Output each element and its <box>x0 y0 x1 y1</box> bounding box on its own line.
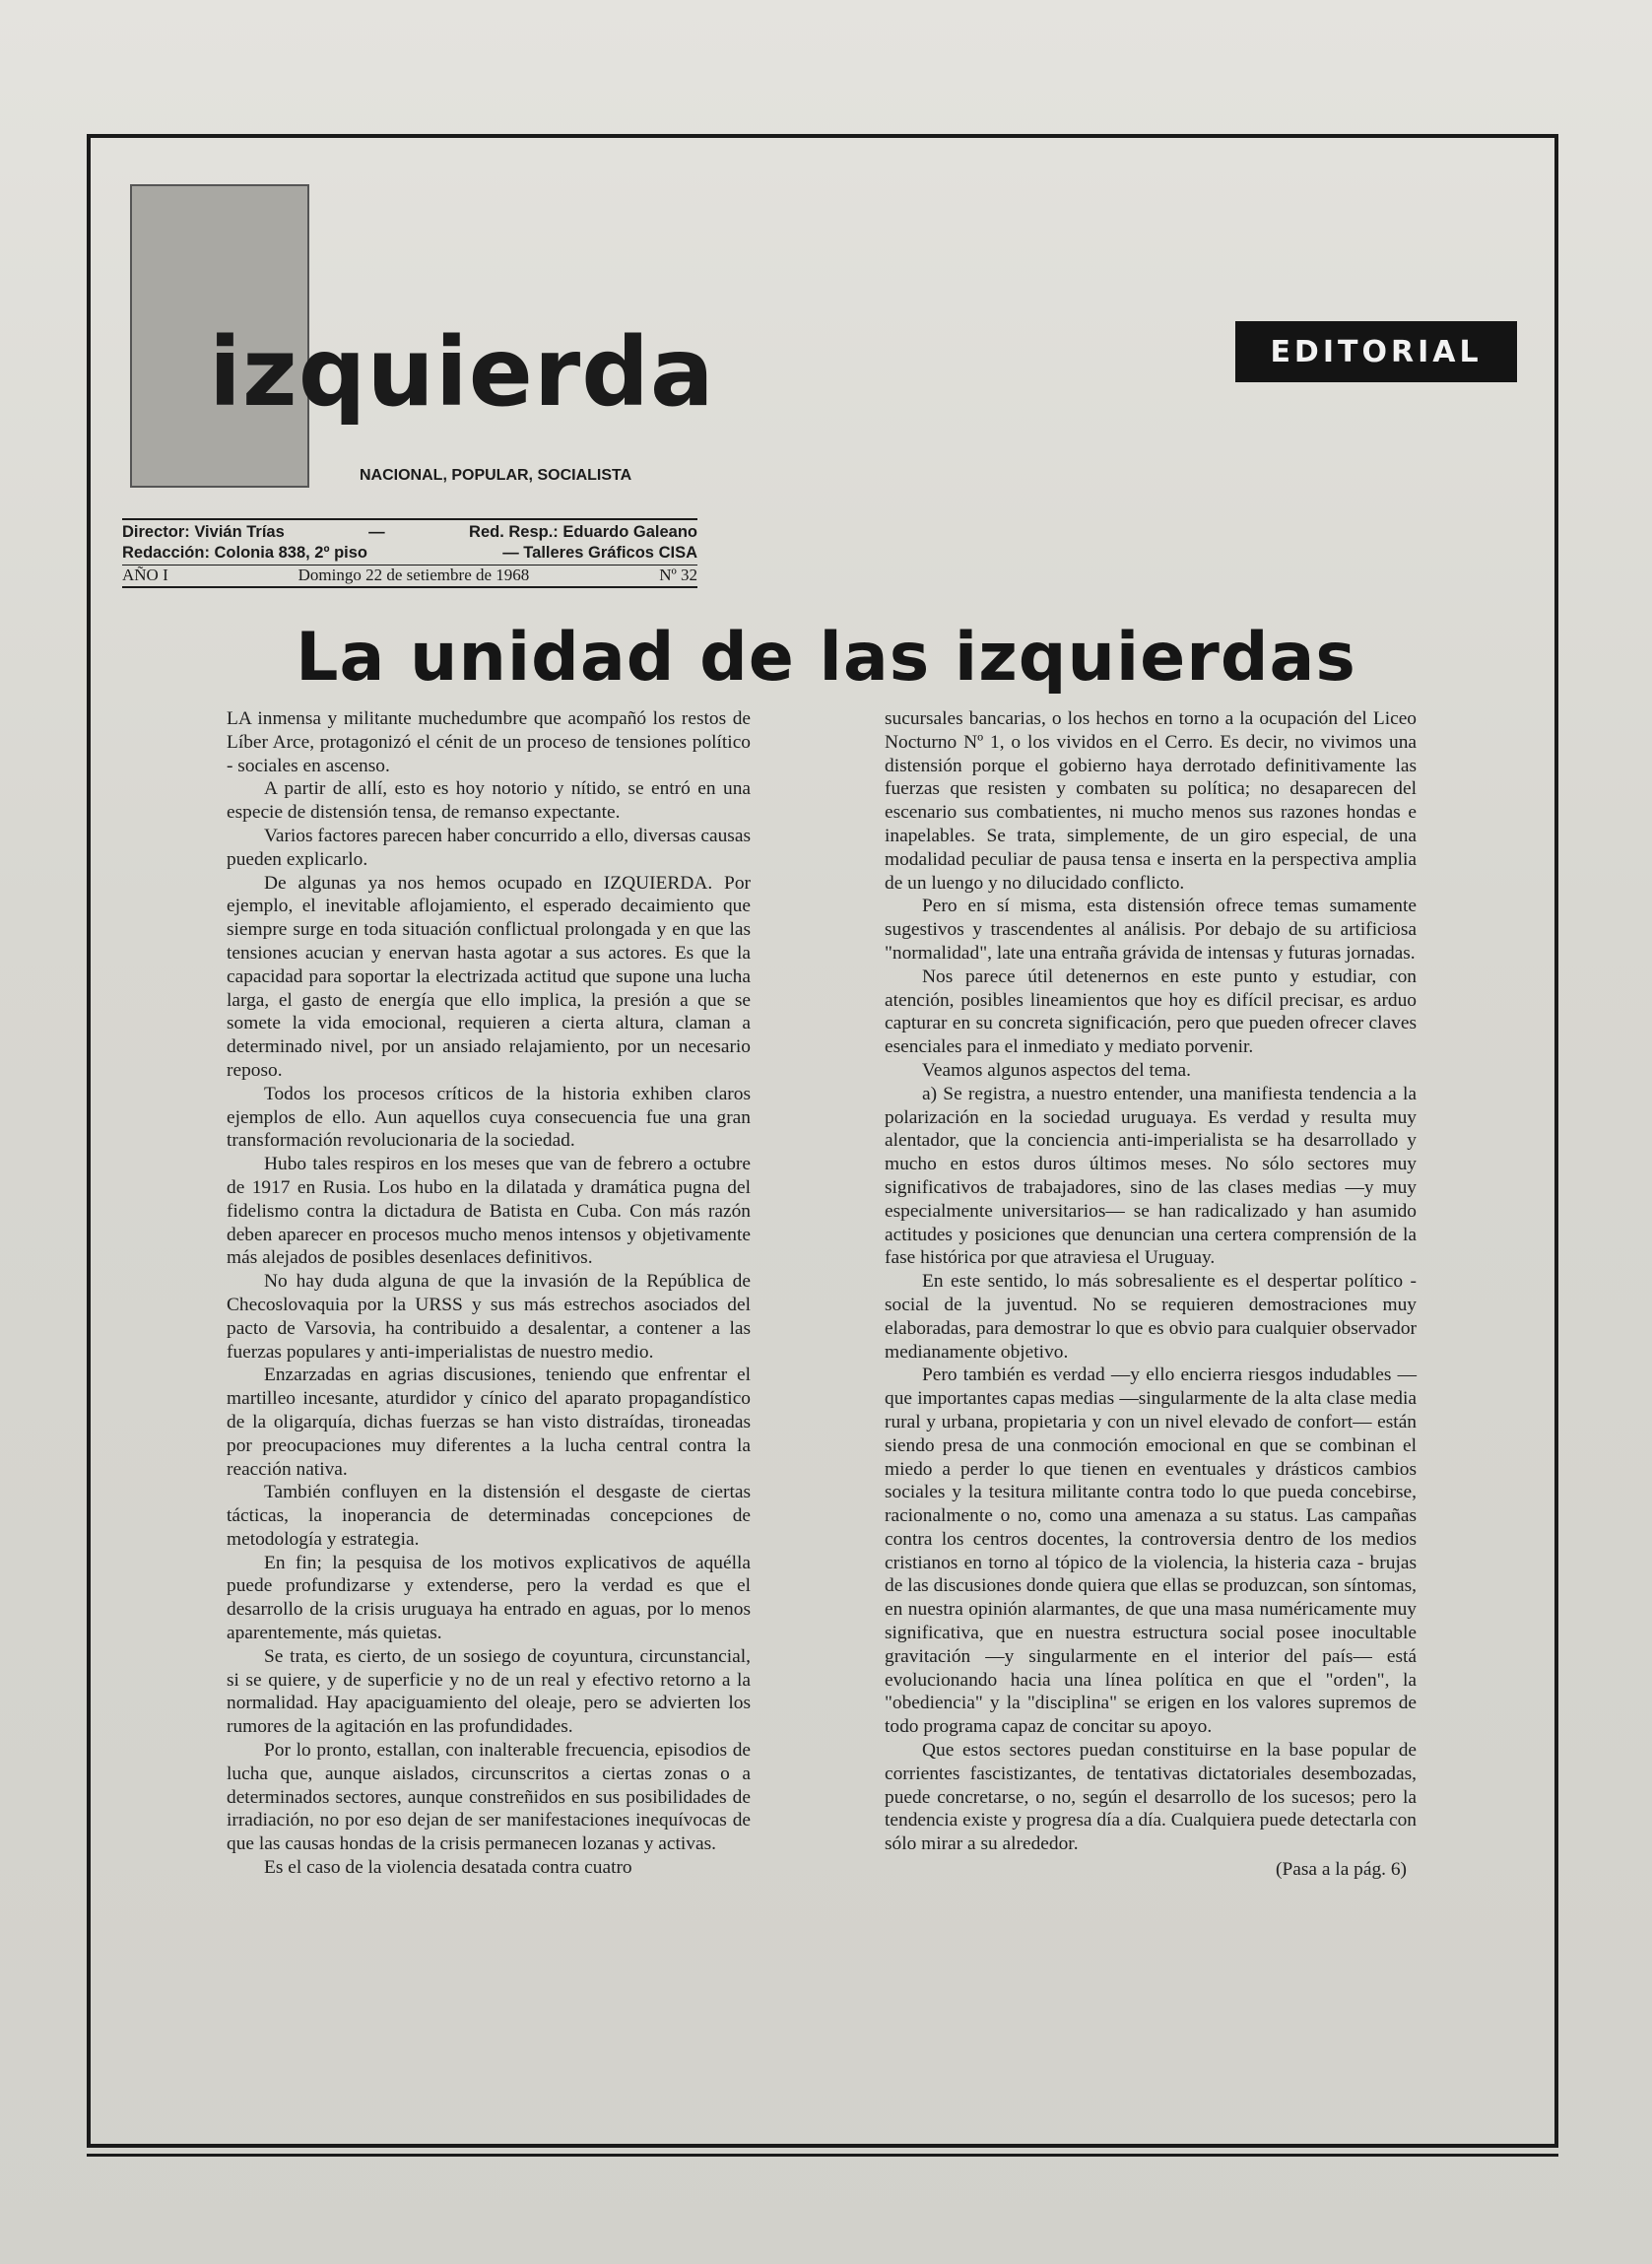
article-paragraph: Se trata, es cierto, de un sosiego de coyuntura, circunstancial, si se quiere, y de superficie y no de un real y efectivo retorno a la normalidad. Hay apaciguamiento del oleaje, pero se advierten los rumores de la agitación en las profundidades. <box>227 1645 751 1738</box>
article-paragraph: a) Se registra, a nuestro entender, una manifiesta tendencia a la polarización en la sociedad uruguaya. Es verdad y resulta muy alentador, que la conciencia anti-imperialista se ha desarrollado y mucho en estos duros últimos meses. No sólo sectores muy significativos de trabajadores, sino de las clases medias —y muy especialmente universitarios— se han radicalizado y han asumido actitudes y posiciones que denuncian una certera comprensión de la fase histórica por que atraviesa el Uruguay. <box>885 1083 1417 1269</box>
article-paragraph: Veamos algunos aspectos del tema. <box>922 1059 1192 1081</box>
credits-line-2 <box>122 544 697 565</box>
article-paragraph: Todos los procesos críticos de la historia exhiben claros ejemplos de ello. Aun aquellos cuya consecuencia fue una gran transformación revolucionaria de la sociedad. <box>227 1083 751 1152</box>
newspaper-logo: izquierda <box>209 317 715 428</box>
issue-line <box>122 565 697 588</box>
article-paragraph: Varios factores parecen haber concurrido a ello, diversas causas pueden explicarlo. <box>227 825 751 870</box>
printer: — Talleres Gráficos CISA <box>502 544 697 562</box>
issue-year: AÑO I <box>122 566 168 584</box>
article-paragraph: Es el caso de la violencia desatada contra cuatro <box>264 1857 632 1879</box>
credits-block <box>122 518 697 588</box>
article-paragraph: A partir de allí, esto es hoy notorio y nítido, se entró en una especie de distensión tensa, de remanso expectante. <box>227 778 751 824</box>
article-paragraph: sucursales bancarias, o los hechos en torno a la ocupación del Liceo Nocturno Nº 1, o los vividos en el Cerro. Es decir, no vivimos una distensión porque el gobierno haya derrotado definitivamente las fuerzas que resisten y combaten su política; no desaparecen del escenario sus combatientes, ni mucho menos sus razones hondas e inapelables. Se trata, simplemente, de un giro especial, de una modalidad peculiar de pausa tensa e inserta en la perspectiva amplia de un luengo y no dilucidado conflicto. <box>885 708 1417 894</box>
article-paragraph: En este sentido, lo más sobresaliente es el despertar político - social de la juventud. No se requieren demostraciones muy elaboradas, para demostrar lo que es obvio para cualquier observador medianamente objetivo. <box>885 1271 1417 1363</box>
article-paragraph: Pero en sí misma, esta distensión ofrece temas sumamente sugestivos y trascendentes al análisis. Por debajo de su artificiosa "normalidad", late una entraña grávida de intensas y futuras jornadas. <box>885 896 1417 964</box>
article-paragraph: De algunas ya nos hemos ocupado en IZQUIERDA. Por ejemplo, el inevitable aflojamiento, el esperado decaimiento que siempre surge en toda situación conflictual prolongada y en que las tensiones acucian y enervan hasta agotar a sus actores. Es que la capacidad para soportar la electrizada actitud que supone una lucha larga, el gasto de energía que ello implica, la presión a que se somete la vida emocional, requieren a cierta altura, claman a determinado nivel, por un ansiado relajamiento, por un necesario reposo. <box>227 872 751 1081</box>
article-paragraph: LA inmensa y militante muchedumbre que acompañó los restos de Líber Arce, protagonizó el cénit de un proceso de tensiones político - sociales en ascenso. <box>227 708 751 776</box>
article-paragraph: Hubo tales respiros en los meses que van de febrero a octubre de 1917 en Rusia. Los hubo en la dilatada y dramática pugna del fidelismo contra la dictadura de Batista en Cuba. Con más razón deben aparecer en procesos mucho menos intensos y objetivamente más alejados de posibles desenlaces definitivos. <box>227 1154 751 1269</box>
article-right-column <box>885 707 1417 1882</box>
responsible-editor: Red. Resp.: Eduardo Galeano <box>469 523 697 541</box>
article-headline: La unidad de las izquierdas <box>296 619 1356 697</box>
article-paragraph: Que estos sectores puedan constituirse en la base popular de corrientes fascistizantes, de tentativas dictatoriales desembozadas, puede concretarse, o no, según el desarrollo de los sucesos; pero la tendencia existe y progresa día a día. Cualquiera puede detectarla con sólo mirar a su alrededor. <box>885 1740 1417 1855</box>
article-left-column <box>227 707 751 1880</box>
article-paragraph: También confluyen en la distensión el desgaste de ciertas tácticas, la inoperancia de determinadas concepciones de metodología y estrategia. <box>227 1482 751 1550</box>
article-paragraph: Enzarzadas en agrias discusiones, teniendo que enfrentar el martilleo incesante, aturdidor y cínico del aparato propagandístico de la oligarquía, dichas fuerzas se han visto distraídas, tironeadas por preocupaciones muy diferentes a la lucha central contra la reacción nativa. <box>227 1365 751 1480</box>
director: Director: Vivián Trías <box>122 523 285 541</box>
newspaper-subtitle: NACIONAL, POPULAR, SOCIALISTA <box>360 467 632 484</box>
article-paragraph: No hay duda alguna de que la invasión de la República de Checoslovaquia por la URSS y sus más estrechos asociados del pacto de Varsovia, ha contribuido a desalentar, a contener a las fuerzas populares y anti-imperialistas de nuestro medio. <box>227 1271 751 1363</box>
article-paragraph: En fin; la pesquisa de los motivos explicativos de aquélla puede profundizarse y extenderse, pero la verdad es que el desarrollo de la crisis uruguaya ha entrado en aguas, por lo menos aparentemente, más quietas. <box>227 1552 751 1644</box>
continued-note: (Pasa a la pág. 6) <box>1276 1859 1407 1881</box>
section-badge: EDITORIAL <box>1235 321 1517 382</box>
bottom-rule <box>87 2154 1558 2157</box>
article-paragraph: Por lo pronto, estallan, con inalterable frecuencia, episodios de lucha que, aunque aislados, circunscritos a ciertas zonas o a determinados sectores, aunque constreñidos en sus posibilidades de irradiación, no por eso dejan de ser manifestaciones inequívocas de que las causas hondas de la crisis permanecen lozanas y activas. <box>227 1740 751 1855</box>
article-paragraph: Nos parece útil detenernos en este punto y estudiar, con atención, posibles lineamientos que hoy es difícil precisar, es arduo capturar en su concreta significación, pero que pueden ofrecer claves esenciales para el inmediato y mediato porvenir. <box>885 966 1417 1058</box>
article-paragraph: Pero también es verdad —y ello encierra riesgos indudables —que importantes capas medias —singularmente de la alta clase media rural y urbana, propietaria y con un nivel elevado de confort— están siendo presa de una conmoción emocional en que se combinan el miedo a perder lo que tienen en eventuales y drásticos cambios sociales y la tesitura militante contra todo lo que pueda concebirse, racionalmente o no, como una amenaza a su status. Las campañas contra los centros docentes, la controversia dentro de los medios cristianos en torno al tópico de la violencia, la histeria caza - brujas de las discusiones donde quiera que ellas se produzcan, son síntomas, en nuestra opinión alarmantes, de que una masa numéricamente muy significativa, que en nuestra estructura social posee inocultable gravitación —y singularmente en el interior del país— está evolucionando hacia una línea política en que el "orden", la "obediencia" y la "disciplina" se erigen en los valores supremos de todo programa capaz de concitar su apoyo. <box>885 1365 1417 1738</box>
credits-top-rule <box>122 518 697 520</box>
newsroom-address: Redacción: Colonia 838, 2º piso <box>122 544 368 562</box>
issue-number: Nº 32 <box>659 566 697 584</box>
credits-dash: — <box>368 523 385 541</box>
issue-date: Domingo 22 de setiembre de 1968 <box>297 566 530 584</box>
credits-line-1 <box>122 523 697 544</box>
